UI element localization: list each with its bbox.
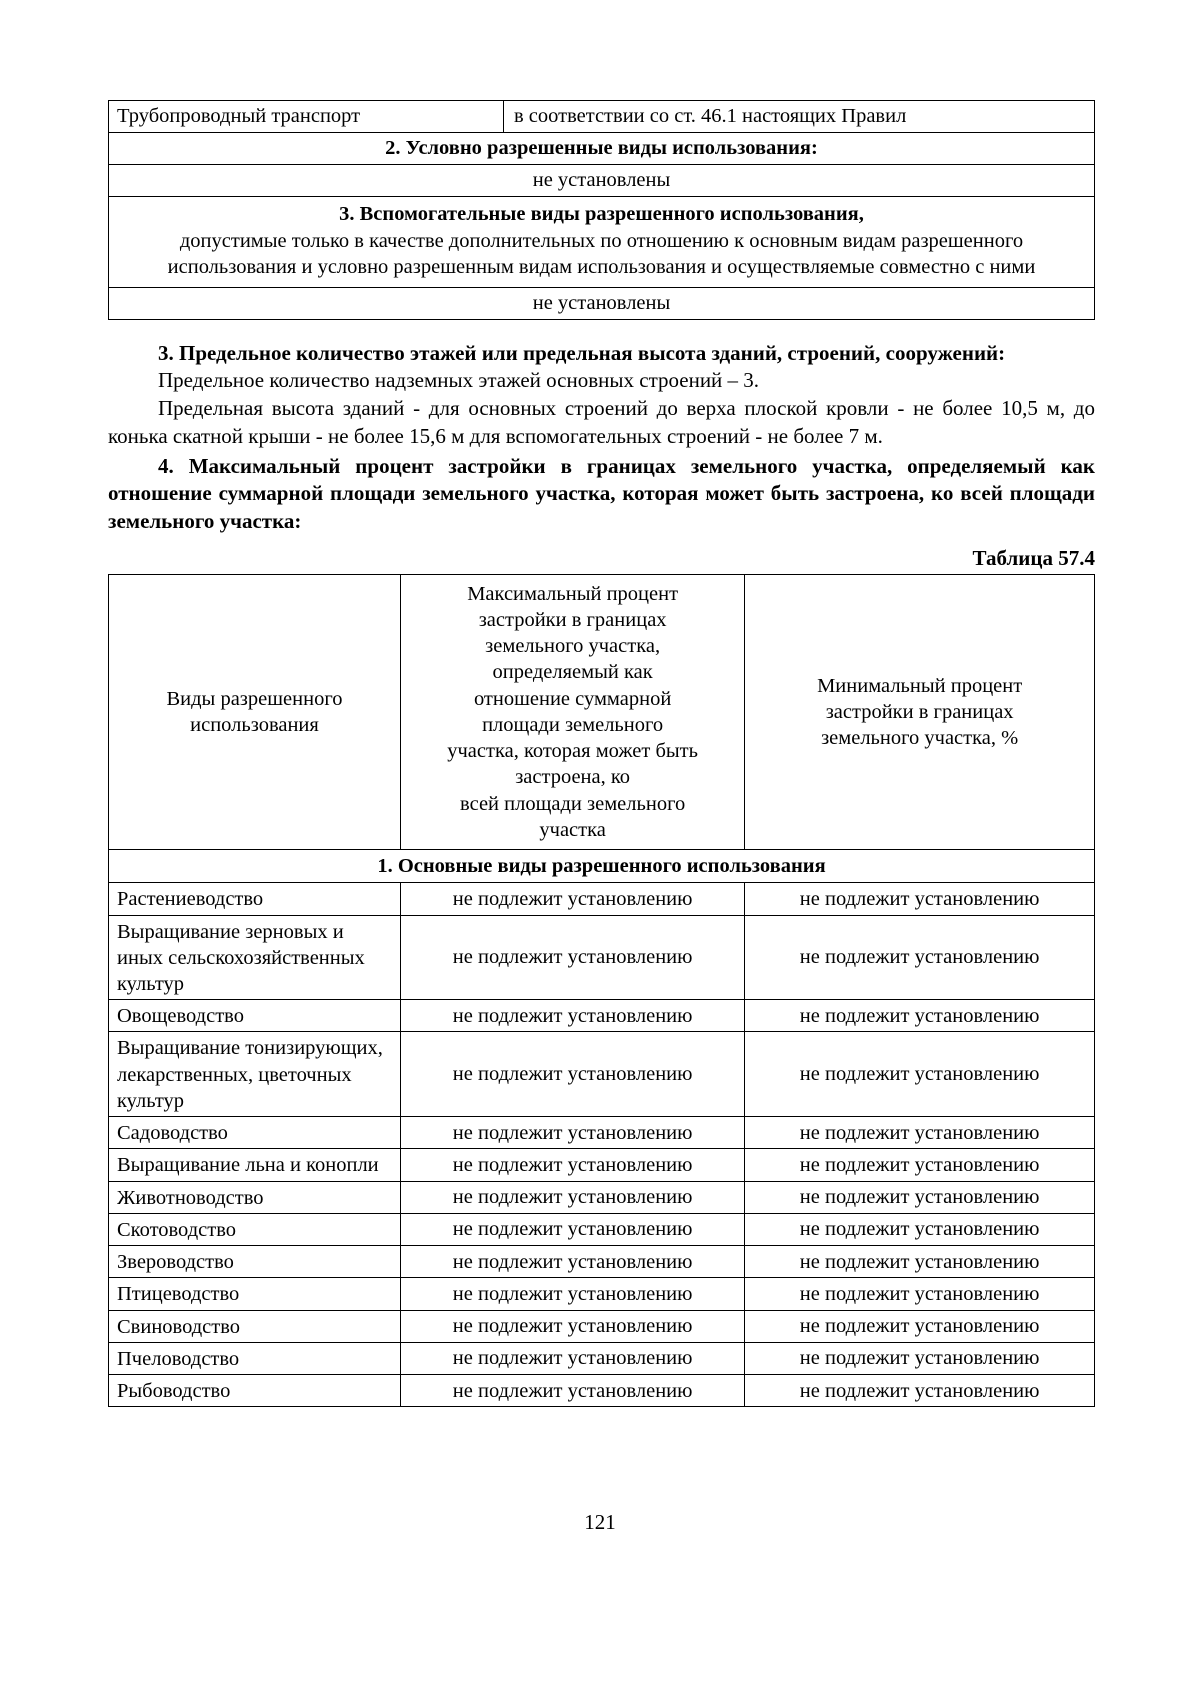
row-min-value: не подлежит установлению [745, 1278, 1095, 1310]
table-row [109, 1032, 1095, 1117]
row-min-value: не подлежит установлению [745, 1117, 1095, 1149]
header-max-line-8: застроена, ко [515, 766, 631, 789]
auxiliary-uses-line-3: осуществляемые совместно с ними [727, 256, 1036, 279]
header-min-build-percentage [745, 574, 1095, 849]
row-use-name: Садоводство [109, 1117, 401, 1149]
table-row [109, 133, 1095, 165]
row-max-value: не подлежит установлению [400, 1000, 744, 1032]
header-max-line-4: определяемый как [492, 661, 653, 684]
row-use-name: Выращивание тонизирующих, лекарственных, цветочных культур [109, 1032, 401, 1117]
row-max-value: не подлежит установлению [400, 1181, 744, 1213]
table-caption: Таблица 57.4 [972, 545, 1095, 570]
table-row [109, 1246, 1095, 1278]
section-main-permitted-uses: 1. Основные виды разрешенного использования [109, 850, 1095, 883]
row-use-name: Растениеводство [109, 883, 401, 915]
use-type-cell: Трубопроводный транспорт [109, 101, 504, 133]
row-max-value: не подлежит установлению [400, 883, 744, 915]
row-min-value: не подлежит установлению [745, 1000, 1095, 1032]
row-use-name: Овощеводство [109, 1000, 401, 1032]
row-max-value: не подлежит установлению [400, 1149, 744, 1181]
section-3-heading: 3. Предельное количество этажей или предельная высота зданий, строений, сооружений: [158, 340, 1006, 365]
table-header-row [109, 574, 1095, 849]
row-use-name: Пчеловодство [109, 1342, 401, 1374]
header-min-line-3: земельного участка, % [821, 727, 1019, 750]
row-max-value: не подлежит установлению [400, 1310, 744, 1342]
table-section-row [109, 850, 1095, 883]
row-max-value: не подлежит установлению [400, 1246, 744, 1278]
row-min-value: не подлежит установлению [745, 915, 1095, 1000]
header-max-build-percentage [400, 574, 744, 849]
table-row [109, 1213, 1095, 1245]
row-max-value: не подлежит установлению [400, 1213, 744, 1245]
row-use-name: Птицеводство [109, 1278, 401, 1310]
header-max-line-6: площади земельного [482, 713, 664, 736]
row-min-value: не подлежит установлению [745, 883, 1095, 915]
build-up-percentage-table [108, 574, 1095, 1408]
table-row [109, 1375, 1095, 1407]
section-3-paragraph-1: Предельное количество надземных этажей основных строений – 3. [158, 368, 760, 393]
row-min-value: не подлежит установлению [745, 1149, 1095, 1181]
table-row [109, 101, 1095, 133]
row-min-value: не подлежит установлению [745, 1032, 1095, 1117]
header-max-line-1: Максимальный процент [467, 582, 679, 605]
use-reference-cell: в соответствии со ст. 46.1 настоящих Правил [504, 101, 1095, 133]
row-use-name: Звероводство [109, 1246, 401, 1278]
auxiliary-uses-heading: 3. Вспомогательные виды разрешенного использования, [339, 203, 864, 225]
header-min-line-2: застройки в границах [825, 700, 1014, 723]
header-permitted-use-types: Виды разрешенного использования [109, 574, 401, 849]
table-row [109, 883, 1095, 915]
header-max-line-2: застройки в границах [478, 608, 667, 631]
table-row [109, 1000, 1095, 1032]
table-row [109, 197, 1095, 288]
header-max-line-9: всей площади земельного [460, 792, 686, 815]
table-row [109, 1181, 1095, 1213]
header-max-line-10: участка [539, 818, 606, 841]
table-row [109, 1149, 1095, 1181]
table-row [109, 1310, 1095, 1342]
row-min-value: не подлежит установлению [745, 1310, 1095, 1342]
row-use-name: Рыбоводство [109, 1375, 401, 1407]
row-min-value: не подлежит установлению [745, 1246, 1095, 1278]
row-use-name: Выращивание льна и конопли [109, 1149, 401, 1181]
table-row [109, 287, 1095, 319]
table-row [109, 1117, 1095, 1149]
row-max-value: не подлежит установлению [400, 1342, 744, 1374]
header-max-line-3: земельного участка, [485, 635, 661, 658]
table-row [109, 1342, 1095, 1374]
row-max-value: не подлежит установлению [400, 1375, 744, 1407]
row-min-value: не подлежит установлению [745, 1213, 1095, 1245]
row-min-value: не подлежит установлению [745, 1181, 1095, 1213]
auxiliary-uses-line-2: разрешенного использования и условно разрешенным видам использования и [167, 230, 1024, 279]
row-max-value: не подлежит установлению [400, 1032, 744, 1117]
conditional-uses-heading: 2. Условно разрешенные виды использования: [109, 133, 1095, 165]
header-max-line-7: участка, которая может быть [447, 740, 698, 763]
permitted-uses-continuation-table [108, 100, 1095, 320]
header-max-line-5: отношение суммарной [473, 687, 672, 710]
row-max-value: не подлежит установлению [400, 915, 744, 1000]
table-row [109, 915, 1095, 1000]
row-use-name: Скотоводство [109, 1213, 401, 1245]
row-max-value: не подлежит установлению [400, 1278, 744, 1310]
row-min-value: не подлежит установлению [745, 1375, 1095, 1407]
auxiliary-uses-value: не установлены [109, 287, 1095, 319]
table-row [109, 1278, 1095, 1310]
row-use-name: Животноводство [109, 1181, 401, 1213]
section-4-heading: 4. Максимальный процент застройки в границах земельного участка, определяемый как отношение суммарной площади земельного участка, которая может быть застроена, ко всей площади земельного участка: [108, 453, 1095, 534]
auxiliary-uses-line-1: допустимые только в качестве дополнительных по отношению к основным видам [179, 230, 896, 253]
row-use-name: Выращивание зерновых и иных сельскохозяйственных культур [109, 915, 401, 1000]
row-max-value: не подлежит установлению [400, 1117, 744, 1149]
page-number: 121 [584, 1510, 616, 1534]
conditional-uses-value: не установлены [109, 165, 1095, 197]
row-use-name: Свиноводство [109, 1310, 401, 1342]
table-row [109, 165, 1095, 197]
row-min-value: не подлежит установлению [745, 1342, 1095, 1374]
header-min-line-1: Минимальный процент [817, 674, 1023, 697]
section-3-paragraph-2: Предельная высота зданий - для основных строений до верха плоской кровли - не более 10,5 м, до конька скатной крыши - не более 15,6 м для вспомогательных строений - не более 7 м. [108, 396, 1095, 448]
auxiliary-uses-heading-block [109, 197, 1095, 288]
